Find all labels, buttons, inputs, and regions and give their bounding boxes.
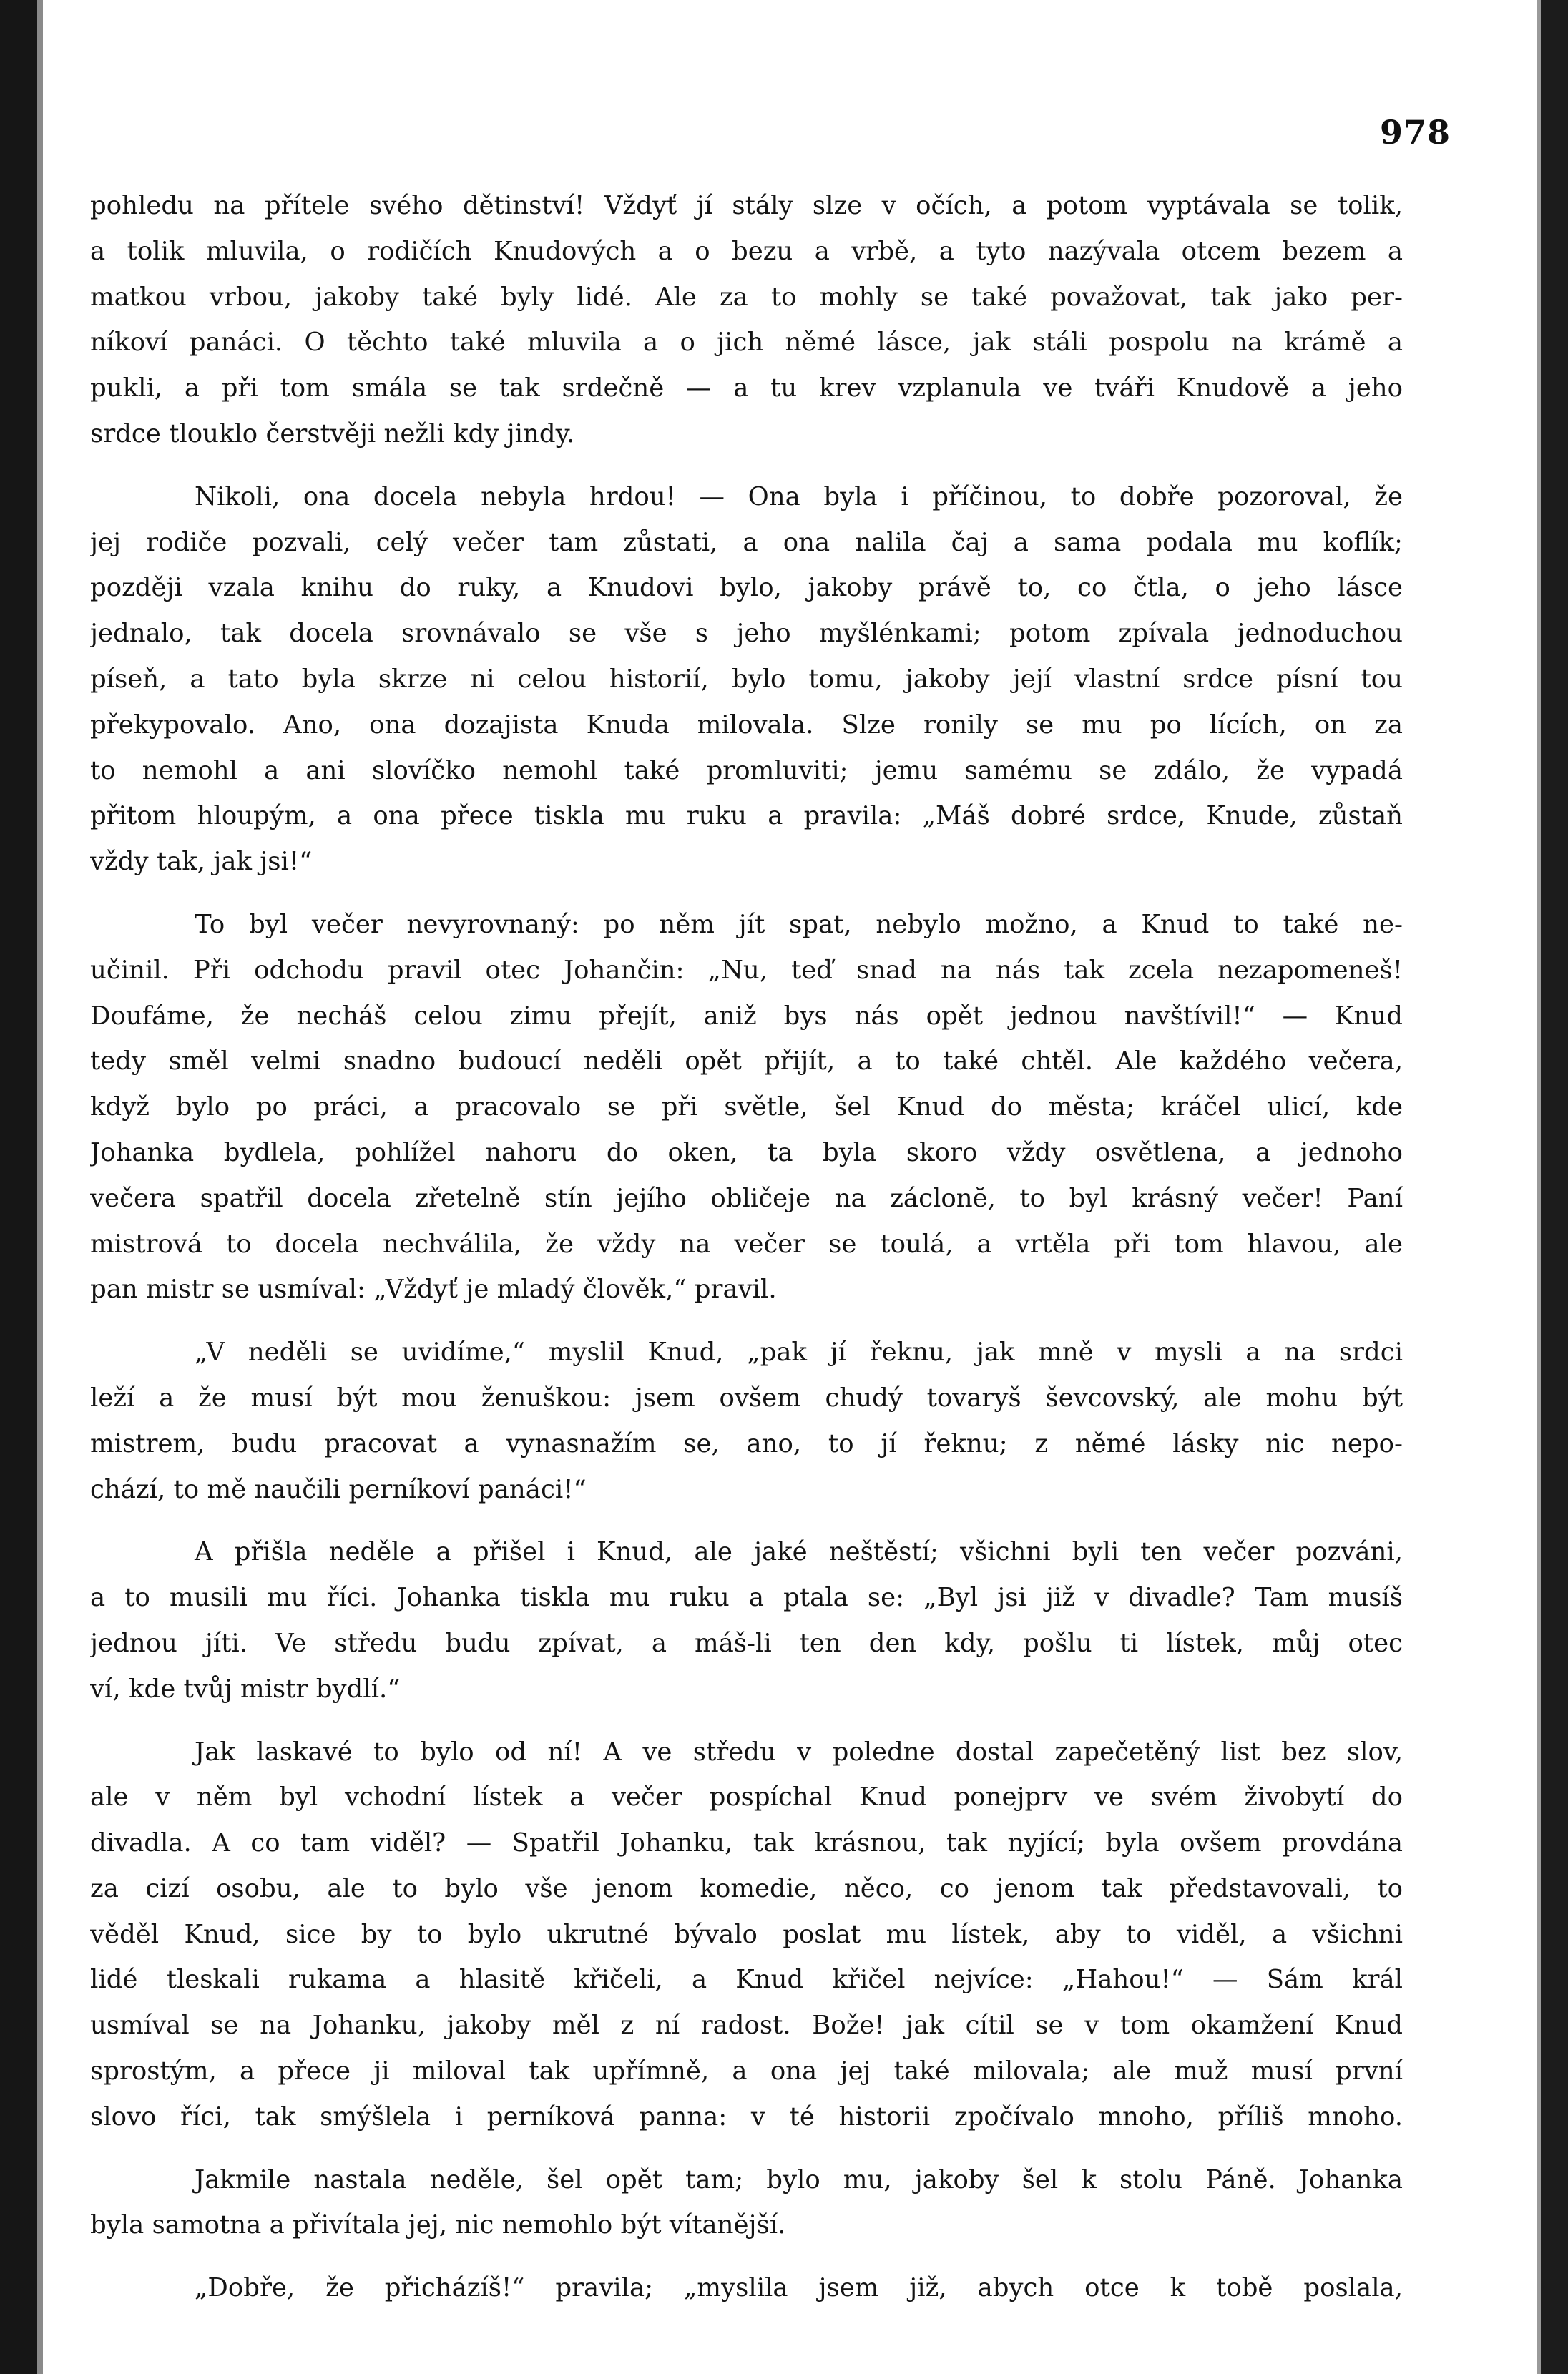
- text-line: mistrem, budu pracovat a vynasnažím se, ano, to jí řeknu; z němé lásky nic nepo-: [90, 1428, 1403, 1458]
- text-line: chází, to mě naučili perníkoví panáci!“: [90, 1474, 587, 1504]
- paragraph-5: [90, 1529, 1403, 1712]
- paragraph-1: [90, 183, 1403, 457]
- text-line: ale v něm byl vchodní lístek a večer pospíchal Knud ponejprv ve svém živobytí do: [90, 1782, 1403, 1813]
- text-line: „V neděli se uvidíme,“ myslil Knud, „pak jí řeknu, jak mně v mysli a na srdci: [195, 1338, 1403, 1368]
- text-line: leží a že musí být mou ženuškou: jsem ovšem chudý tovaryš ševcovský, ale mohu být: [90, 1383, 1403, 1413]
- paragraph-2: [90, 474, 1403, 885]
- text-line: později vzala knihu do ruky, a Knudovi bylo, jakoby právě to, co čtla, o jeho lásce: [90, 573, 1403, 603]
- text-line: byla samotna a přivítala jej, nic nemohlo být vítanější.: [90, 2210, 786, 2240]
- scan-right-edge: [1541, 0, 1568, 2374]
- text-line: Jakmile nastala neděle, šel opět tam; bylo mu, jakoby šel k stolu Páně. Johanka: [195, 2164, 1403, 2194]
- text-line: ví, kde tvůj mistr bydlí.“: [90, 1674, 401, 1704]
- paragraph-7: [90, 2157, 1403, 2249]
- text-line: usmíval se na Johanku, jakoby měl z ní radost. Bože! jak cítil se v tom okamžení Knud: [90, 2011, 1403, 2041]
- text-line: Doufáme, že necháš celou zimu přejít, aniž bys nás opět jednou navštívil!“ — Knud: [90, 1001, 1403, 1031]
- text-line: jednou jíti. Ve středu budu zpívat, a máš-li ten den kdy, pošlu ti lístek, můj otec: [90, 1628, 1403, 1658]
- text-line: vždy tak, jak jsi!“: [90, 847, 313, 877]
- paragraph-6: [90, 1730, 1403, 2140]
- text-line: učinil. Při odchodu pravil otec Johančin: „Nu, teď snad na nás tak zcela nezapomeneš!: [90, 955, 1403, 985]
- text-line: jej rodiče pozvali, celý večer tam zůstati, a ona nalila čaj a sama podala mu koflík;: [90, 527, 1403, 557]
- text-line: jednalo, tak docela srovnávalo se vše s jeho myšlénkami; potom zpívala jednoduchou: [90, 619, 1403, 649]
- scan-left-edge-shade: [37, 0, 43, 2374]
- text-line: věděl Knud, sice by to bylo ukrutné bývalo poslat mu lístek, aby to viděl, a všichni: [90, 1919, 1403, 1949]
- text-line: To byl večer nevyrovnaný: po něm jít spat, nebylo možno, a Knud to také ne-: [195, 909, 1403, 939]
- text-line: večera spatřil docela zřetelně stín jejího obličeje na záclonĕ, to byl krásný večer! Paní: [90, 1183, 1403, 1213]
- text-line: slovo říci, tak smýšlela i perníková panna: v té historii zpočívalo mnoho, příliš mnoho.: [90, 2101, 1403, 2132]
- text-line: pukli, a při tom smála se tak srdečně — a tu krev vzplanula ve tváři Knudově a jeho: [90, 373, 1403, 403]
- text-line: za cizí osobu, ale to bylo vše jenom komedie, něco, co jenom tak představovali, to: [90, 1873, 1403, 1903]
- page-body: [90, 183, 1403, 2328]
- text-line: tedy směl velmi snadno budoucí neděli opět přijít, a to také chtěl. Ale každého večera,: [90, 1046, 1403, 1076]
- text-line: níkoví panáci. O těchto také mluvila a o jich němé lásce, jak stáli pospolu na krámě a: [90, 328, 1403, 358]
- text-line: pohledu na přítele svého dětinství! Vždyť jí stály slze v očích, a potom vyptávala se tolik,: [90, 191, 1403, 220]
- text-line: když bylo po práci, a pracovalo se při světle, šel Knud do města; kráčel ulicí, kde: [90, 1092, 1403, 1122]
- text-line: matkou vrbou, jakoby také byly lidé. Ale za to mohly se také považovat, tak jako per-: [90, 282, 1403, 312]
- text-line: a to musili mu říci. Johanka tiskla mu ruku a ptala se: „Byl jsi již v divadle? Tam musíš: [90, 1583, 1403, 1613]
- scan-left-edge: [0, 0, 37, 2374]
- text-line: divadla. A co tam viděl? — Spatřil Johanku, tak krásnou, tak nyjící; byla ovšem provdána: [90, 1828, 1403, 1858]
- text-line: lidé tleskali rukama a hlasitě křičeli, a Knud křičel nejvíce: „Hahou!“ — Sám král: [90, 1965, 1403, 1995]
- text-line: a tolik mluvila, o rodičích Knudových a o bezu a vrbě, a tyto nazývala otcem bezem a: [90, 236, 1403, 266]
- text-line: mistrová to docela nechválila, že vždy na večer se toulá, a vrtěla při tom hlavou, ale: [90, 1229, 1403, 1259]
- text-line: přitom hloupým, a ona přece tiskla mu ruku a pravila: „Máš dobré srdce, Knude, zůstaň: [90, 801, 1403, 831]
- text-line: to nemohl a ani slovíčko nemohl také promluviti; jemu samému se zdálo, že vypadá: [90, 755, 1403, 785]
- text-line: překypovalo. Ano, ona dozajista Knuda milovala. Slze ronily se mu po lících, on za: [90, 710, 1403, 740]
- text-line: sprostým, a přece ji miloval tak upřímně, a ona jej také milovala; ale muž musí první: [90, 2056, 1403, 2086]
- text-line: Nikoli, ona docela nebyla hrdou! — Ona byla i příčinou, to dobře pozoroval, že: [195, 481, 1403, 511]
- text-line: srdce tlouklo čerstvěji nežli kdy jindy.: [90, 418, 575, 448]
- page-number: 978: [1379, 113, 1451, 152]
- paragraph-8: [90, 2265, 1403, 2311]
- text-line: „Dobře, že přicházíš!“ pravila; „myslila jsem již, abych otce k tobě poslala,: [195, 2273, 1403, 2303]
- text-line: pan mistr se usmíval: „Vždyť je mladý člověk,“ pravil.: [90, 1275, 777, 1305]
- text-line: Johanka bydlela, pohlížel nahoru do oken, ta byla skoro vždy osvětlena, a jednoho: [90, 1137, 1403, 1167]
- text-line: Jak laskavé to bylo od ní! A ve středu v poledne dostal zapečetěný list bez slov,: [195, 1737, 1403, 1767]
- paragraph-4: [90, 1330, 1403, 1512]
- paragraph-3: [90, 902, 1403, 1313]
- text-line: A přišla neděle a přišel i Knud, ale jaké neštěstí; všichni byli ten večer pozváni,: [195, 1537, 1403, 1567]
- text-line: píseň, a tato byla skrze ni celou historií, bylo tomu, jakoby její vlastní srdce písní tou: [90, 664, 1403, 694]
